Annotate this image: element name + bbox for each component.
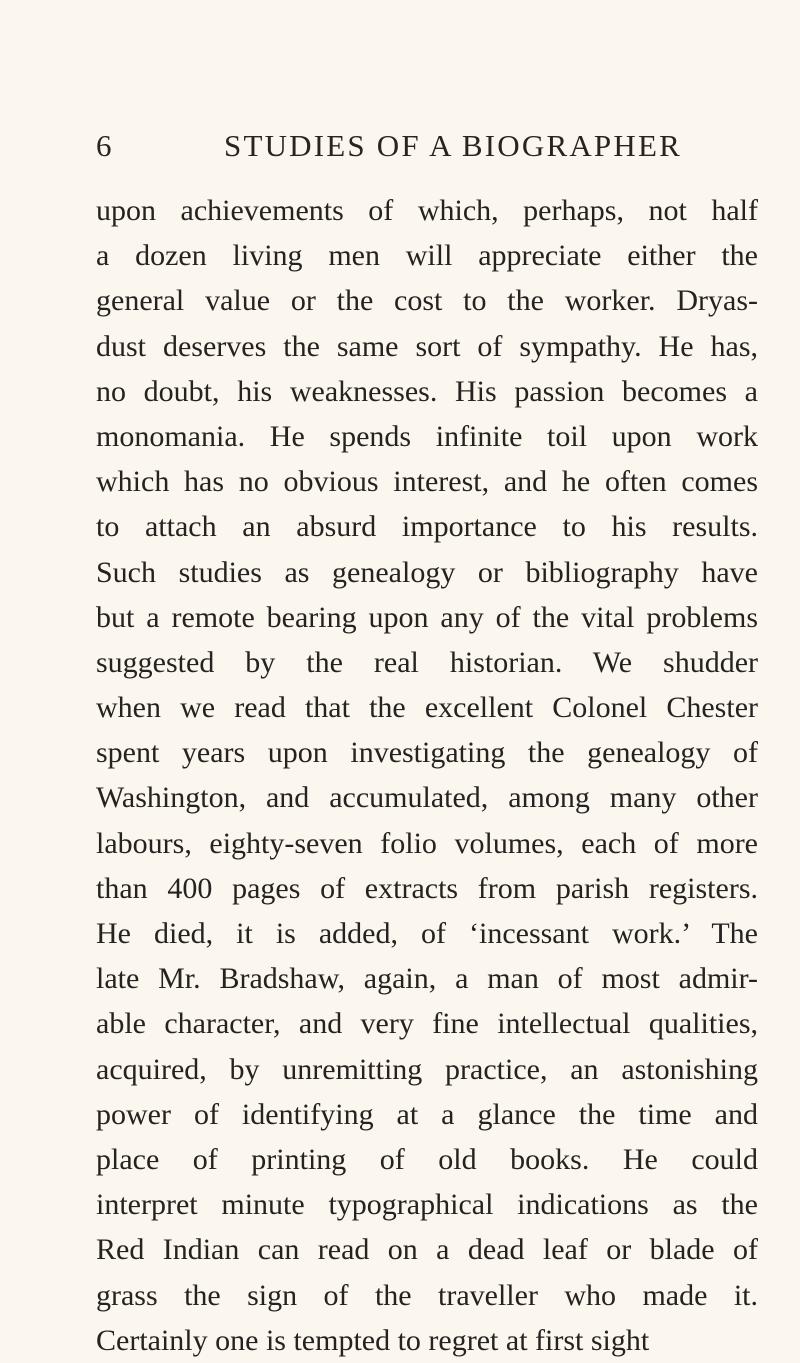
text-line: grass the sign of the traveller who made it. xyxy=(96,1278,758,1312)
text-line: which has no obvious interest, and he often comes xyxy=(96,465,758,499)
text-line: when we read that the excellent Colonel Chester xyxy=(96,691,758,725)
text-line: power of identifying at a glance the time and xyxy=(96,1097,758,1131)
text-line: He died, it is added, of ‘incessant work.’ The xyxy=(96,917,758,950)
text-line: monomania. He spends infinite toil upon work xyxy=(96,419,758,453)
text-line: than 400 pages of extracts from parish registers. xyxy=(96,871,758,905)
text-line: late Mr. Bradshaw, again, a man of most admir- xyxy=(96,962,758,996)
text-line: labours, eighty-seven folio volumes, each of more xyxy=(96,826,758,860)
page-number: 6 xyxy=(96,128,113,163)
text-line: spent years upon investigating the genealogy of xyxy=(96,736,758,770)
text-line: interpret minute typographical indications as the xyxy=(96,1188,758,1222)
text-line: Washington, and accumulated, among many other xyxy=(96,781,758,815)
text-line: suggested by the real historian. We shudder xyxy=(96,645,758,679)
text-line: to attach an absurd importance to his results. xyxy=(96,510,758,544)
text-line: able character, and very fine intellectual qualities, xyxy=(96,1007,758,1041)
text-line: place of printing of old books. He could xyxy=(96,1142,758,1176)
text-line: Certainly one is tempted to regret at first sight xyxy=(96,1323,650,1357)
text-line: no doubt, his weaknesses. His passion becomes a xyxy=(96,374,758,408)
text-line: acquired, by unremitting practice, an astonishing xyxy=(96,1052,758,1086)
text-line: but a remote bearing upon any of the vital problems xyxy=(96,600,758,634)
running-title: STUDIES OF A BIOGRAPHER xyxy=(224,128,682,163)
text-line: general value or the cost to the worker. Dryas- xyxy=(96,284,758,318)
text-line: dust deserves the same sort of sympathy. He has, xyxy=(96,329,758,363)
text-line: a dozen living men will appreciate either the xyxy=(96,239,758,273)
running-head xyxy=(96,128,736,168)
text-line: Red Indian can read on a dead leaf or blade of xyxy=(96,1233,758,1267)
text-line: Such studies as genealogy or bibliography have xyxy=(96,555,758,589)
text-line: upon achievements of which, perhaps, not half xyxy=(96,194,758,227)
body-text xyxy=(96,188,758,1363)
